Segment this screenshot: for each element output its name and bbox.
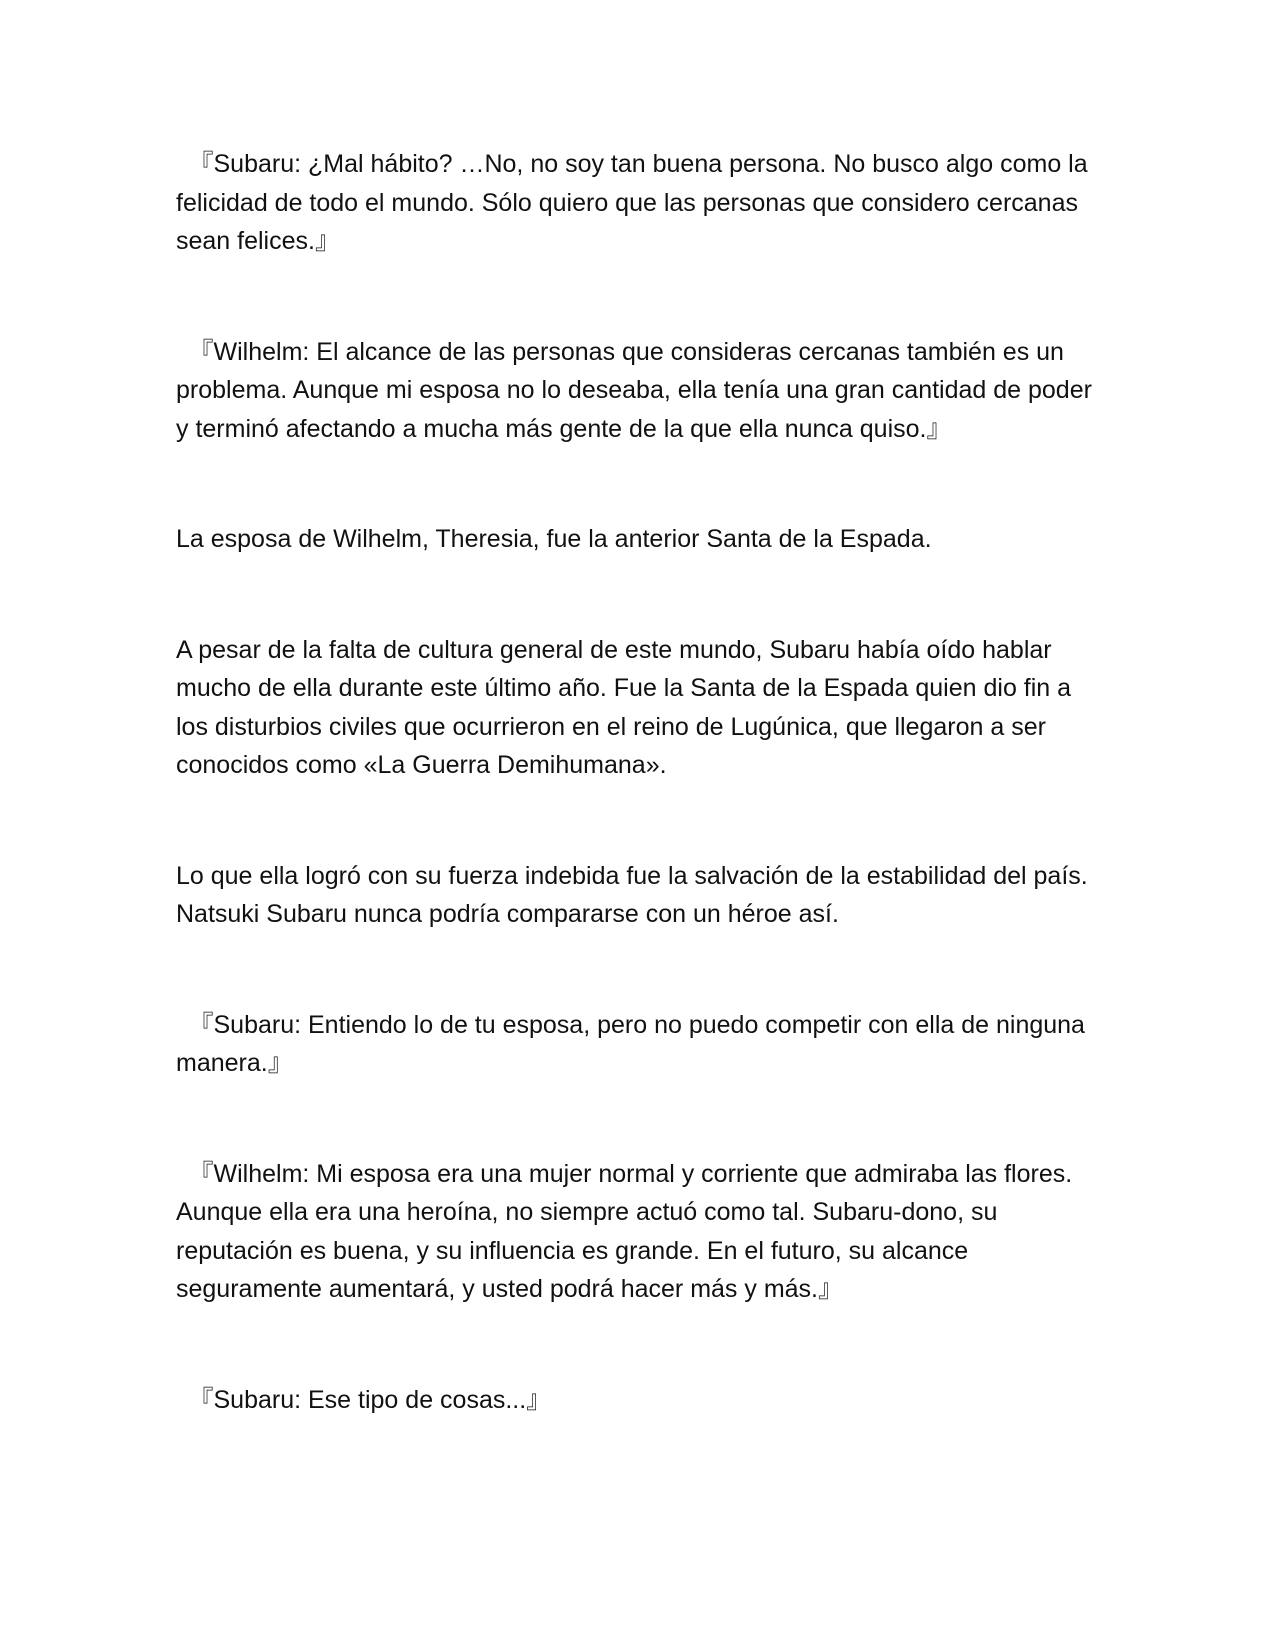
narration-stability: Lo que ella logró con su fuerza indebida fue la salvación de la estabilidad del país. Natsuki Subaru nunca podría compararse con un héroe así. (176, 861, 1088, 928)
dialogue-wilhelm-reach: 『Wilhelm: El alcance de las personas que consideras cercanas también es un problema. Aunque mi esposa no lo deseaba, ella tenía una gran cantidad de poder y terminó afectando a mucha más gente de la que ella nunca quiso.』 (176, 337, 1092, 443)
narration-theresia: La esposa de Wilhelm, Theresia, fue la anterior Santa de la Espada. (176, 525, 932, 553)
dialogue-subaru-bad-habit: 『Subaru: ¿Mal hábito? …No, no soy tan buena persona. No busco algo como la felicidad de todo el mundo. Sólo quiero que las personas que considero cercanas sean felices.』 (176, 150, 1088, 255)
dialogue-subaru-those-things: 『Subaru: Ese tipo de cosas...』 (176, 1385, 552, 1414)
dialogue-subaru-compete: 『Subaru: Entiendo lo de tu esposa, pero no puedo competir con ella de ninguna manera.』 (176, 1010, 1085, 1077)
dialogue-wilhelm-wife: 『Wilhelm: Mi esposa era una mujer normal y corriente que admiraba las flores. Aunque ella era una heroína, no siempre actuó como tal. Subaru-dono, su reputación es buena, y su influencia es grande. En el futuro, su alcance seguramente aumentará, y usted podrá hacer más y más.』 (176, 1159, 1073, 1303)
document-body (176, 145, 1096, 1491)
narration-sword-saint: A pesar de la falta de cultura general de este mundo, Subaru había oído hablar mucho de ella durante este último año. Fue la Santa de la Espada quien dio fin a los disturbios civiles que ocurrieron en el reino de Lugúnica, que llegaron a ser conocidos como «La Guerra Demihumana». (176, 635, 1072, 779)
